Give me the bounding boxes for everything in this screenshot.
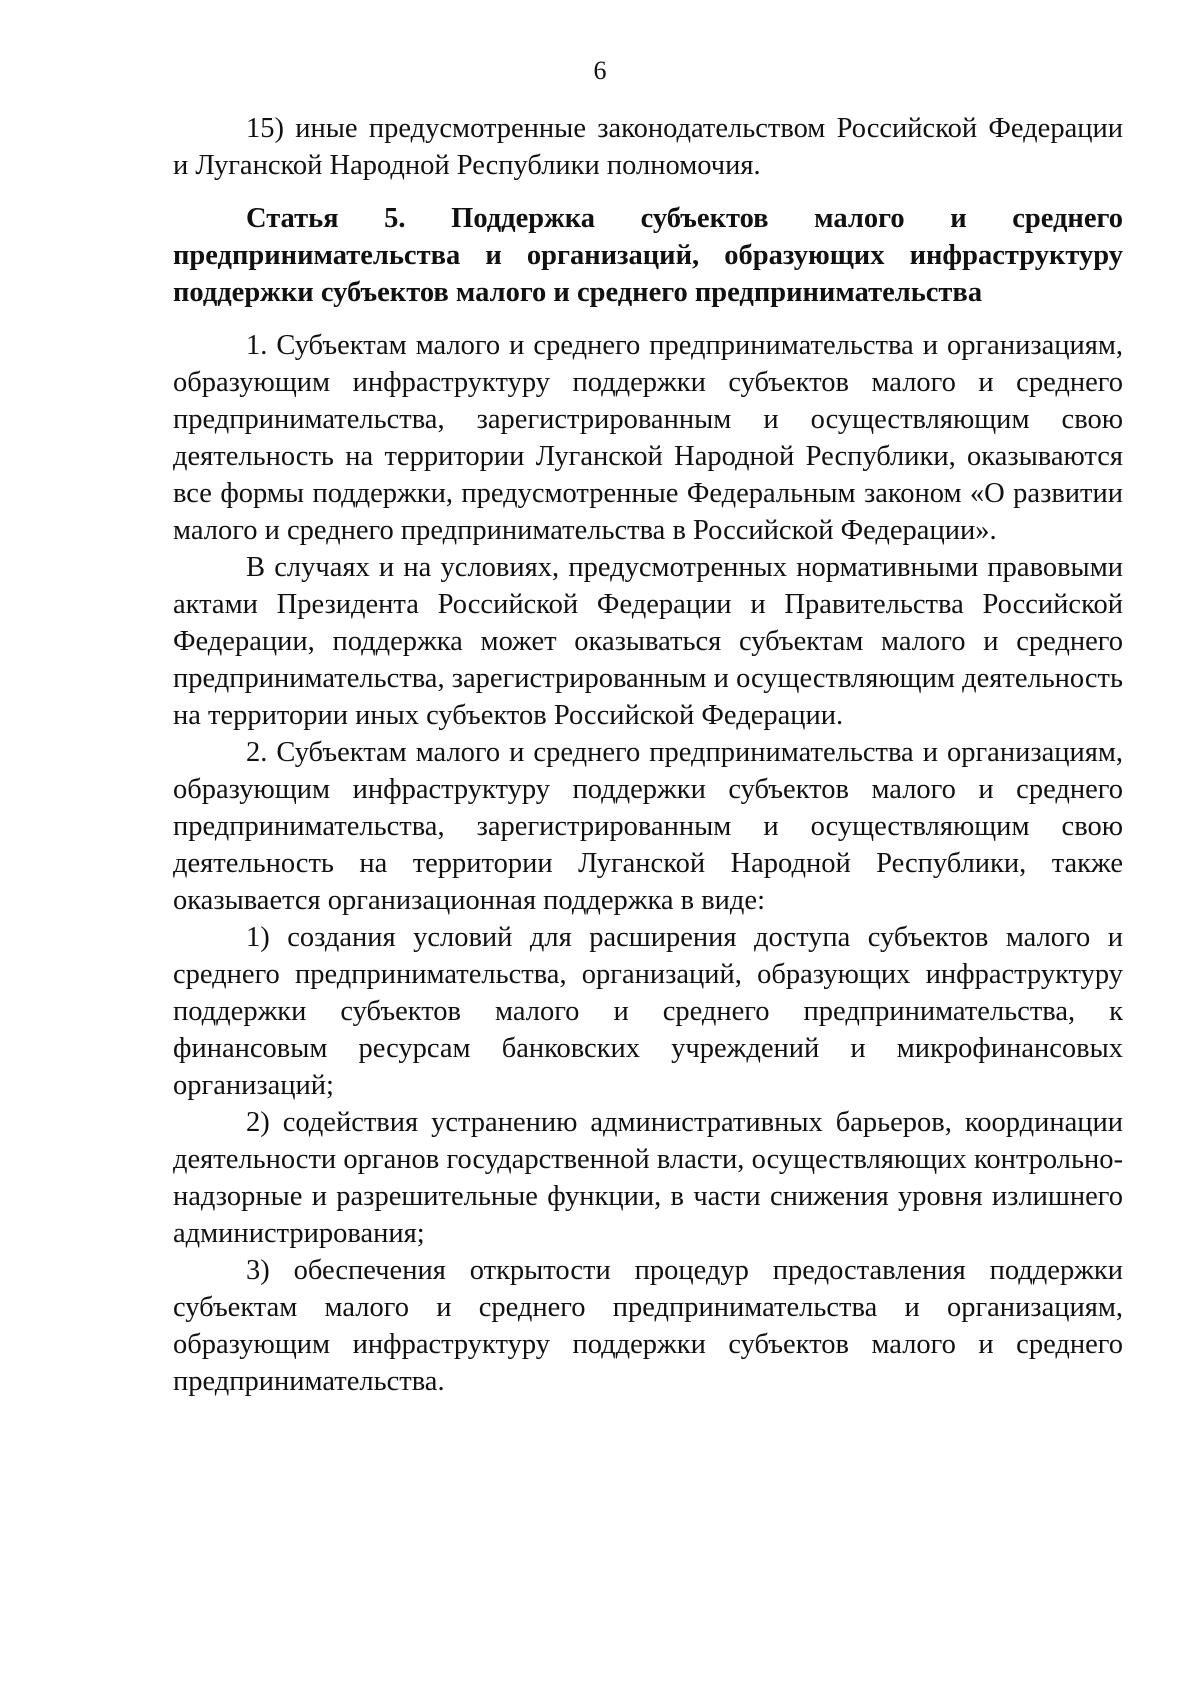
paragraph-3: 2. Субъектам малого и среднего предпринимательства и организациям, образующим инфраструктуру поддержки субъектов малого и среднего предпринимательства, зарегистрированным и осуществляющим свою деятельность на территории Луганской Народной Республики, также оказывается организационная поддержка в виде:: [173, 737, 1123, 916]
paragraph-5: 2) содействия устранению административных барьеров, координации деятельности органов государственной власти, осуществляющих контрольно-надзорные и разрешительные функции, в части снижения уровня излишнего администрирования;: [173, 1107, 1123, 1249]
article-heading: Статья 5. Поддержка субъектов малого и среднего предпринимательства и организаций, образующих инфраструктуру поддержки субъектов малого и среднего предпринимательства: [173, 203, 1123, 308]
document-body: [173, 110, 1123, 1400]
paragraph-1: 1. Субъектам малого и среднего предпринимательства и организациям, образующим инфраструктуру поддержки субъектов малого и среднего предпринимательства, зарегистрированным и осуществляющим свою деятельность на территории Луганской Народной Республики, оказываются все формы поддержки, предусмотренные Федеральным законом «О развитии малого и среднего предпринимательства в Российской Федерации».: [173, 330, 1123, 546]
paragraph-2: В случаях и на условиях, предусмотренных нормативными правовыми актами Президента Российской Федерации и Правительства Российской Федерации, поддержка может оказываться субъектам малого и среднего предпринимательства, зарегистрированным и осуществляющим деятельность на территории иных субъектов Российской Федерации.: [173, 552, 1123, 731]
paragraph-4: 1) создания условий для расширения доступа субъектов малого и среднего предпринимательства, организаций, образующих инфраструктуру поддержки субъектов малого и среднего предпринимательства, к финансовым ресурсам банковских учреждений и микрофинансовых организаций;: [173, 922, 1123, 1101]
intro-item: 15) иные предусмотренные законодательством Российской Федерации и Луганской Народной Республики полномочия.: [173, 113, 1123, 181]
page-number: 6: [593, 56, 607, 85]
paragraph-6: 3) обеспечения открытости процедур предоставления поддержки субъектам малого и среднего предпринимательства и организациям, образующим инфраструктуру поддержки субъектов малого и среднего предпринимательства.: [173, 1255, 1123, 1397]
